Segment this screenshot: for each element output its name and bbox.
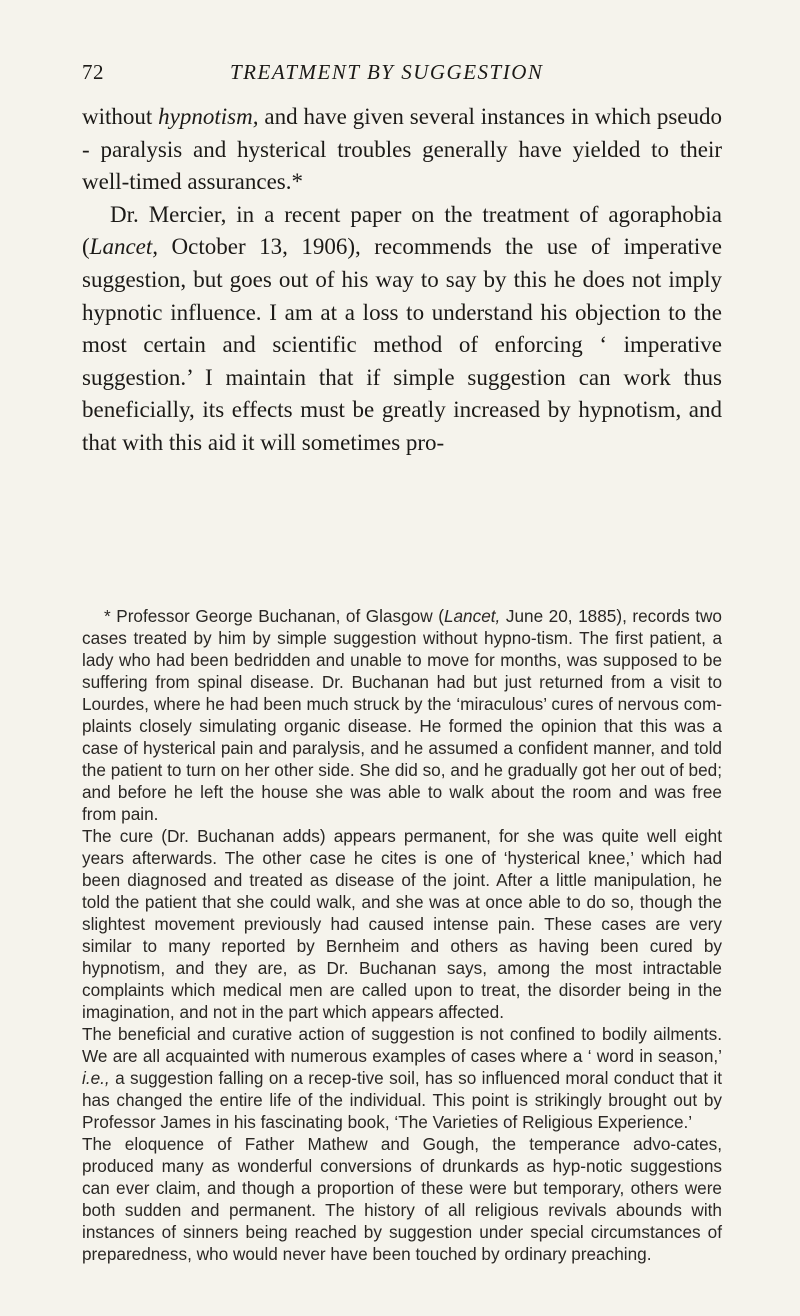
paragraph-mercier: Dr. Mercier, in a recent paper on the treatment of agoraphobia (Lancet, October 13, 1906), recommends the use of imperative suggestion, but goes out of his way to say by this he does not imply hypnotic influence. I am at a loss to understand his objection to the most certain and scientific method of enforcing ‘ imperative suggestion.’ I maintain that if simple suggestion can work thus beneficially, its effects must be greatly increased by hypnotism, and that with this aid it will sometimes pro- — [82, 201, 722, 455]
footnote-eloquence-paragraph: The eloquence of Father Mathew and Gough, the temperance advo-cates, produced many as wonderful conversions of drunkards as hyp-notic suggestions can ever claim, and though a proportion of these were but temporary, others were both sudden and permanent. The history of all religious revivals abounds with instances of sinners being reached by suggestion under special circumstances of preparedness, who would never have been touched by ordinary preaching. — [82, 1134, 722, 1264]
chapter-title: TREATMENT BY SUGGESTION — [230, 60, 544, 84]
running-head — [82, 60, 722, 90]
page-number: 72 — [82, 60, 104, 84]
footnote-cure-paragraph: The cure (Dr. Buchanan adds) appears permanent, for she was quite well eight years afterwards. The other case he cites is one of ‘hysterical knee,’ which had been diagnosed and treated as disease of the joint. After a little manipulation, he told the patient that she could walk, and she was at once able to do so, though the slightest movement previously had caused intense pain. These cases are very similar to many reported by Bernheim and others as having been cured by hypnotism, and they are, as Dr. Buchanan says, among the most intractable complaints which medical men are called upon to treat, the disorder being in the imagination, and not in the part which appears affected. — [82, 826, 722, 1022]
footnote-buchanan: * Professor George Buchanan, of Glasgow (Lancet, June 20, 1885), records two cases treated by him by simple suggestion without hypno-tism. The first patient, a lady who had been bedridden and unable to move for months, was supposed to be suffering from spinal disease. Dr. Buchanan had but just returned from a visit to Lourdes, where he had been much struck by the ‘miraculous’ cures of nervous com-plaints closely simulating organic disease. He formed the opinion that this was a case of hysterical pain and paralysis, and he assumed a confident manner, and told the patient to turn on her other side. She did so, and he gradually got her out of bed; and before he left the house she was able to walk about the room and was free from pain. — [82, 606, 722, 824]
footnote — [82, 605, 722, 1265]
paragraph-continuation: without hypnotism, and have given several instances in which pseudo - paralysis and hysterical troubles generally have yielded to their well-timed assurances.* — [82, 104, 722, 195]
main-text — [82, 101, 722, 460]
footnote-moral-paragraph: The beneficial and curative action of suggestion is not confined to bodily ailments. We are all acquainted with numerous examples of cases where a ‘ word in season,’ i.e., a suggestion falling on a recep-tive soil, has so influenced moral conduct that it has changed the entire life of the individual. This point is strikingly brought out by Professor James in his fascinating book, ‘The Varieties of Religious Experience.’ — [82, 1024, 722, 1132]
